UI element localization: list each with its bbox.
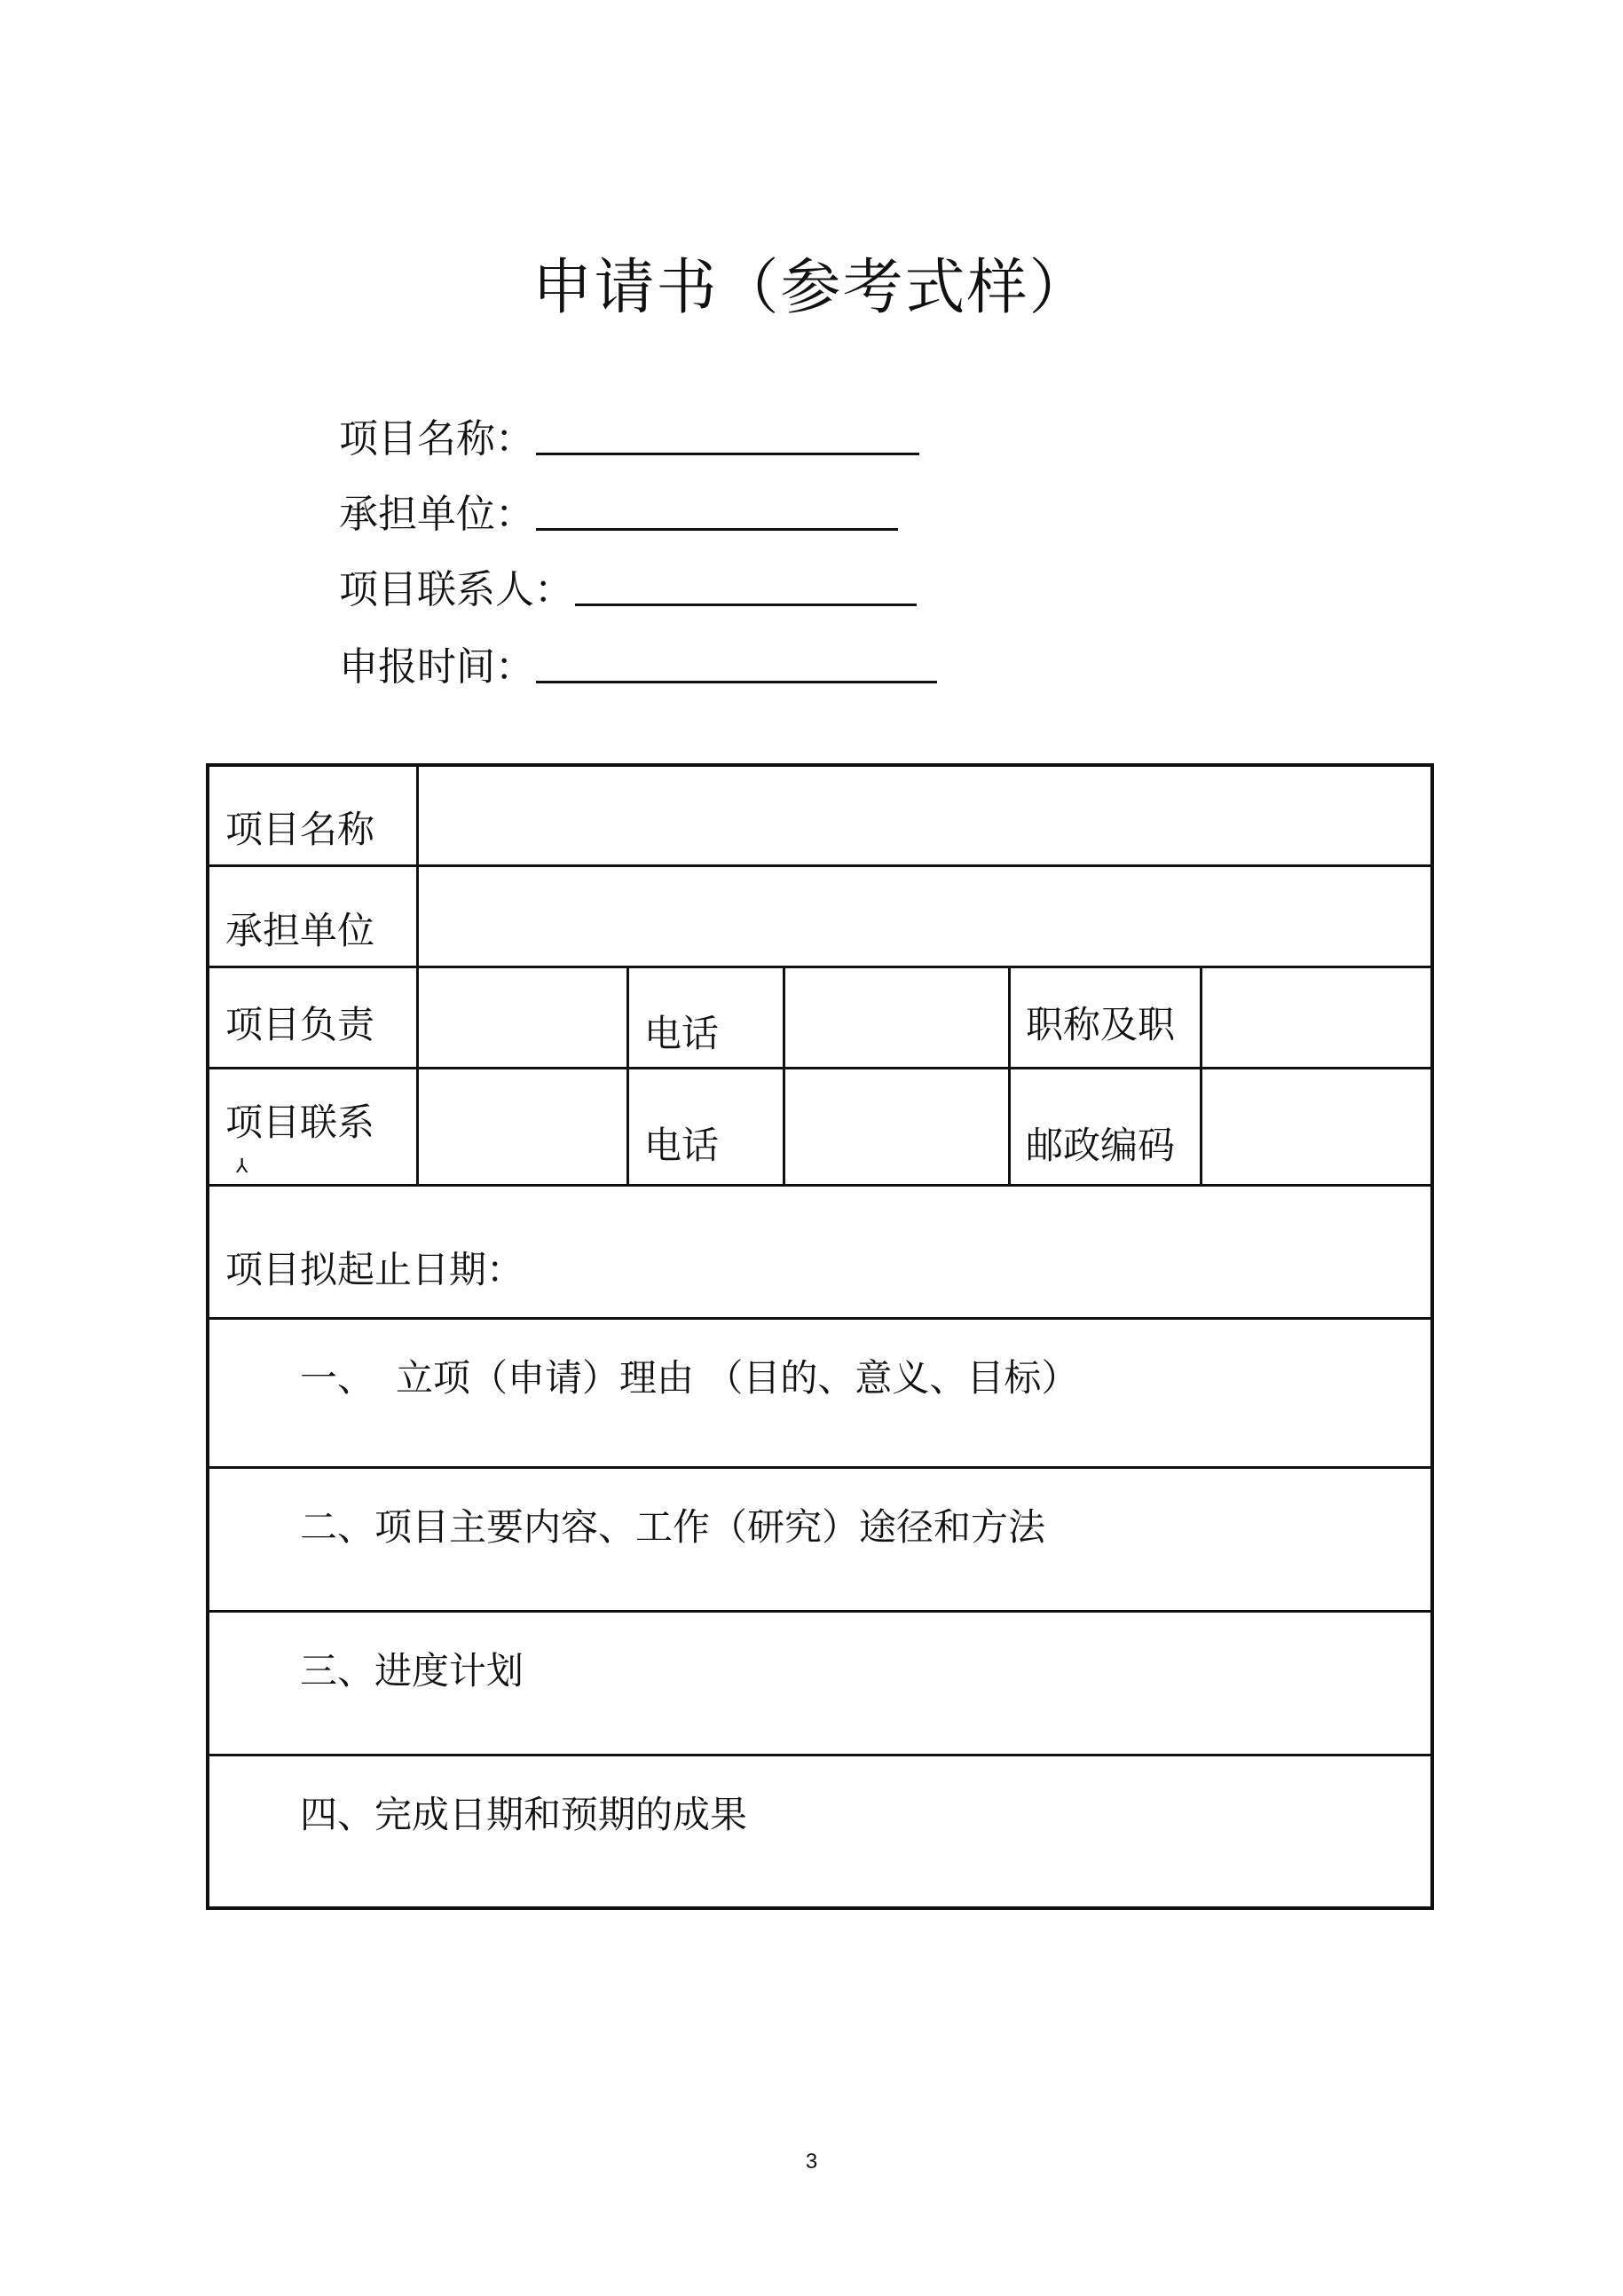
page-title: 申请书（参考式样）	[532, 253, 1091, 323]
section-one-number: 一、	[300, 1356, 375, 1400]
project-name-label: 项目名称	[225, 808, 375, 851]
undertaking-unit-label: 承担单位	[225, 909, 375, 952]
section-two-heading: 二、项目主要内容、工作（研究）途径和方法	[300, 1505, 1046, 1549]
stray-mark: ⅄	[236, 1156, 248, 1178]
table-col-divider	[416, 767, 419, 1184]
cover-field-contact	[339, 555, 917, 617]
undertaking-unit-input-line[interactable]	[536, 491, 898, 531]
table-col-divider	[783, 966, 785, 1184]
cover-field-label: 申报时间：	[339, 644, 534, 690]
cover-field-undertaking-unit	[339, 479, 898, 541]
application-form-table	[206, 763, 1434, 1910]
table-row-divider	[209, 1317, 1430, 1320]
table-col-divider	[1200, 966, 1202, 1184]
page-number: 3	[805, 2150, 818, 2174]
table-row-divider	[209, 864, 1430, 867]
date-input-line[interactable]	[536, 643, 937, 683]
project-contact-label: 项目联系	[225, 1101, 375, 1144]
section-four-heading: 四、完成日期和预期的成果	[300, 1793, 748, 1836]
section-three-heading: 三、进度计划	[300, 1649, 524, 1692]
project-name-input-line[interactable]	[536, 415, 919, 455]
cover-field-date	[339, 632, 937, 694]
cover-field-project-name	[339, 404, 919, 466]
table-row-divider	[209, 1184, 1430, 1187]
project-dates-label: 项目拟起止日期：	[225, 1248, 524, 1291]
table-row-divider	[209, 1067, 1430, 1069]
table-row-divider	[209, 1754, 1430, 1756]
contact-input-line[interactable]	[575, 566, 917, 606]
table-row-divider	[209, 966, 1430, 968]
cover-field-label: 承担单位：	[339, 492, 534, 537]
project-leader-label: 项目负责	[225, 1003, 375, 1046]
table-row-divider	[209, 1610, 1430, 1613]
table-col-divider	[626, 966, 629, 1184]
leader-phone-label: 电话	[644, 1012, 720, 1055]
section-one-heading: 立项（申请）理由 （目的、意义、目标）	[396, 1356, 1079, 1400]
cover-field-label: 项目名称：	[339, 416, 534, 462]
cover-field-label: 项目联系人：	[339, 567, 573, 612]
table-row-divider	[209, 1466, 1430, 1469]
title-position-label: 职称及职	[1026, 1003, 1176, 1046]
table-col-divider	[1008, 966, 1011, 1184]
postal-code-label: 邮政编码	[1026, 1124, 1176, 1167]
contact-phone-label: 电话	[644, 1124, 720, 1167]
